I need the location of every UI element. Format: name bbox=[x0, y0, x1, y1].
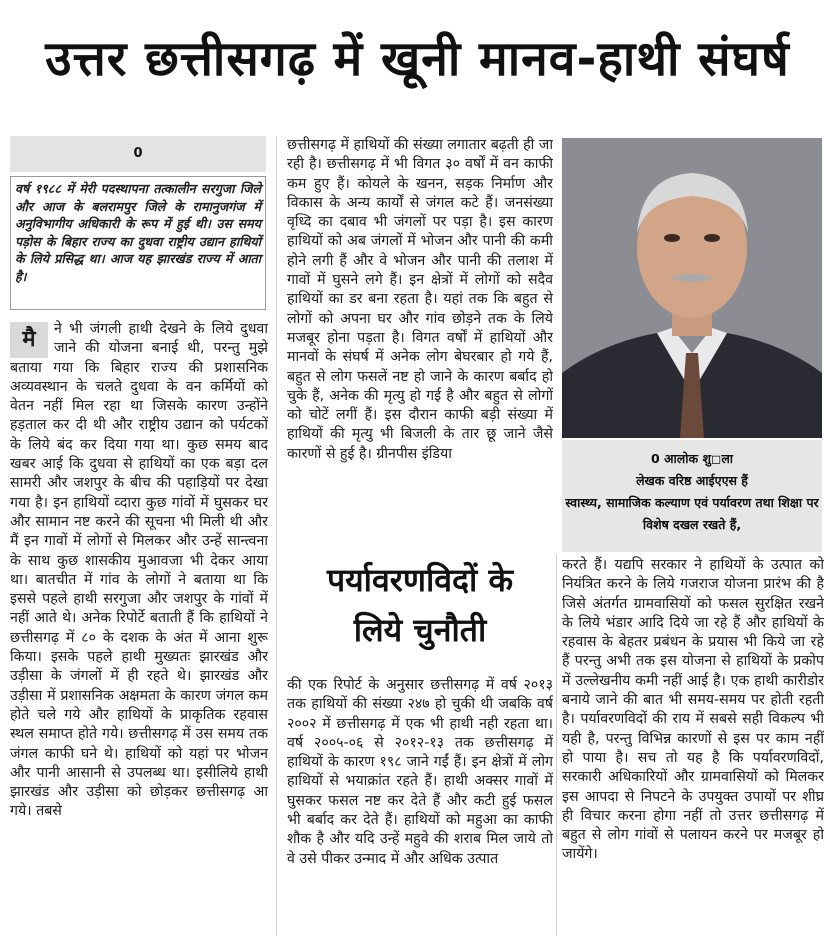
column-2-top bbox=[287, 136, 553, 550]
column-3 bbox=[562, 556, 824, 936]
subheading bbox=[287, 555, 553, 665]
author-name: 0 आलोक शु◻ला bbox=[650, 451, 734, 466]
portrait-image bbox=[562, 138, 822, 438]
column-1 bbox=[10, 320, 268, 935]
column-divider bbox=[276, 136, 277, 936]
author-expertise: स्वास्थ्य, सामाजिक कल्याण एवं पर्यावरण तथा शिक्षा पर विशेष दखल रखते हैं, bbox=[565, 495, 819, 532]
headline: उत्तर छत्तीसगढ़ में खूनी मानव-हाथी संघर्ष bbox=[45, 31, 790, 87]
column-3-text: करते हैं। यद्यपि सरकार ने हाथियों के उत्पात को नियंत्रित करने के लिये गजराज योजना प्रारंभ की है जिसे अंतर्गत ग्रामवासियों को फसल सुरक्षित रखने के लिये भंडार आदि दिये जा रहे हैं और हाथियों के रहवास के बेहतर प्रबंधन के प्रयास भी किये जा रहे हैं परन्तु अभी तक इस योजना से हाथियों के प्रकोप में उल्लेखनीय कमी नहीं आई है। एक हाथी कारीडोर बनाये जाने की बात भी समय-समय पर होती रहती है। पर्यावरणविदों की राय में सबसे सही विकल्प भी यही है, परन्तु विभिन्न कारणों से इस पर काम नहीं हो पाया है। सच तो यह है कि पर्यावरणविदों, सरकारी अधिकारियों और ग्रामवासियों को मिलकर इस आपदा से निपटने के उपयुक्त उपायों पर शीघ्र ही विचार करना होगा नहीं तो उत्तर छत्तीसगढ़ में बहुत से लोग गांवों से पलायन करने पर मजबूर हो जायेंगे। bbox=[562, 557, 824, 863]
author-photo bbox=[562, 138, 822, 438]
column-1-text: ने भी जंगली हाथी देखने के लिये दुधवा जाने की योजना बनाई थी, परन्तु मुझे बताया गया कि बिहार राज्य की प्रशासनिक अव्यवस्थान के चलते दुधवा के वन कर्मियों को वेतन नहीं मिल रहा था जिसके कारण उन्होंने हड़ताल कर दी थी और राष्ट्रीय उद्यान को पर्यटकों के लिये बंद कर दिया गया था। कुछ समय बाद खबर आई कि दुधवा से हाथियों का एक बड़ा दल सामरी और जशपुर के बीच की पहाड़ियों पर देखा गया है। इन हाथियों व्दारा कुछ गांवों में घुसकर घर और सामान नष्ट करने की सूचना भी मिली थी और मैं इन गावों में लोगों से मिलकर और उन्हें सान्त्वना के साथ कुछ शासकीय मुआवजा भी देकर आया था। बातचीत में गांव के लोगों ने बताया था कि इससे पहले हाथी सरगुजा और जशपुर के गांवों में नहीं आते थे। अनेक रिपोर्टे बताती हैं कि हाथियों ने छत्तीसगढ़ में ८० के दशक के अंत में आना शुरू किया। इसके पहले हाथी मुख्यतः झारखंड और उड़ीसा के जंगलों में ही रहते थे। झारखंड और उड़ीसा में प्रशासनिक अक्षमता के कारण जंगल कम होते चले गये और हाथियों के प्राकृतिक रहवास स्थल समाप्त होते गये। छत्तीसगढ़ में उस समय तक जंगल काफी घने थे। हाथियों को यहां पर भोजन और पानी आसानी से उपलब्ध था। इसीलिये हाथी झारखंड और उड़ीसा को छोड़कर छत्तीसगढ़ आ गये। तबसे bbox=[10, 321, 268, 820]
author-caption bbox=[562, 440, 822, 552]
subheading-line-2: लिये चुनौती bbox=[353, 611, 487, 649]
column-2-bottom-text: की एक रिपोर्ट के अनुसार छत्तीसगढ़ में वर्ष २०१३ तक हाथियों की संख्या २४७ हो चुकी थी जबकि वर्ष २००२ में छत्तीसगढ़ में एक भी हाथी नही रहता था। वर्ष २००५-०६ से २०१२-१३ तक छत्तीसगढ़ में हाथियों के कारण १९८ जाने गईं हैं। इन क्षेत्रों में लोग हाथियों से भयाक्रांत रहते हैं। हाथी अक्सर गावों में घुसकर फसल नष्ट कर देते हैं और कटी हुई फसल भी बर्बाद कर देते हैं। हाथियों को महुआ का काफी शौक है और यदि उन्हें महुवे की शराब मिल जाये तो वे उसे पीकर उन्माद में और अधिक उत्पात bbox=[287, 677, 553, 867]
intro-box: वर्ष १९८८ में मेरी पदस्थापना तत्कालीन सरगुजा जिले और आज के बलरामपुर जिले के रामानुजगंज में अनुविभागीय अधिकारी के रूप में हुई थी। उस समय पड़ोस के बिहार राज्य का दुधवा राष्ट्रीय उद्यान हाथियों के लिये प्रसिद्ध था। आज यह झारखंड राज्य में आता है। bbox=[10, 176, 266, 310]
author-role: लेखक वरिष्ठ आईएएस हैं bbox=[636, 473, 748, 488]
column-2-bottom bbox=[287, 676, 553, 936]
drop-cap: मै bbox=[10, 322, 48, 358]
subheading-line-1: पर्यावरणविदों के bbox=[326, 561, 514, 599]
column-2-top-text: छत्तीसगढ़ में हाथियों की संख्या लगातार बढ़ती ही जा रही है। छत्तीसगढ़ में भी विगत ३० वर्षों में वन काफी कम हुए हैं। कोयले के खनन, सड़क निर्माण और विकास के अन्य कार्यों से जंगल कटे हैं। जनसंख्या वृध्दि का दबाव भी जंगलों पर पड़ा है। इस कारण हाथियों को अब जंगलों में भोजन और पानी की कमी होने लगी हैं और वे भोजन और पानी की तलाश में गावों में घुसने लगे हैं। इन क्षेत्रों में लोगों को सदैव हाथियों का डर बना रहता है। यहां तक कि बहुत से लोगों को अपना घर और गांव छोड़ने तक के लिये मजबूर होना पड़ता है। विगत वर्षों में हाथियों और मानवों के संघर्ष में अनेक लोग बेघरबार हो गये हैं, बहुत से लोग फसलें नष्ट हो जाने के कारण बर्बाद हो चुके हैं, अनेक की मृत्यु हो गई है और बहुत से लोगों को चोटें लगीं हैं। इस दौरान काफी बड़ी संख्या में हाथियों की मृत्यु भी बिजली के तार छू जाने जैसे कारणों से हुई है। ग्रीनपीस इंडिया bbox=[287, 137, 553, 462]
column-divider-2 bbox=[556, 555, 557, 936]
byline-box: 0 bbox=[10, 136, 266, 172]
